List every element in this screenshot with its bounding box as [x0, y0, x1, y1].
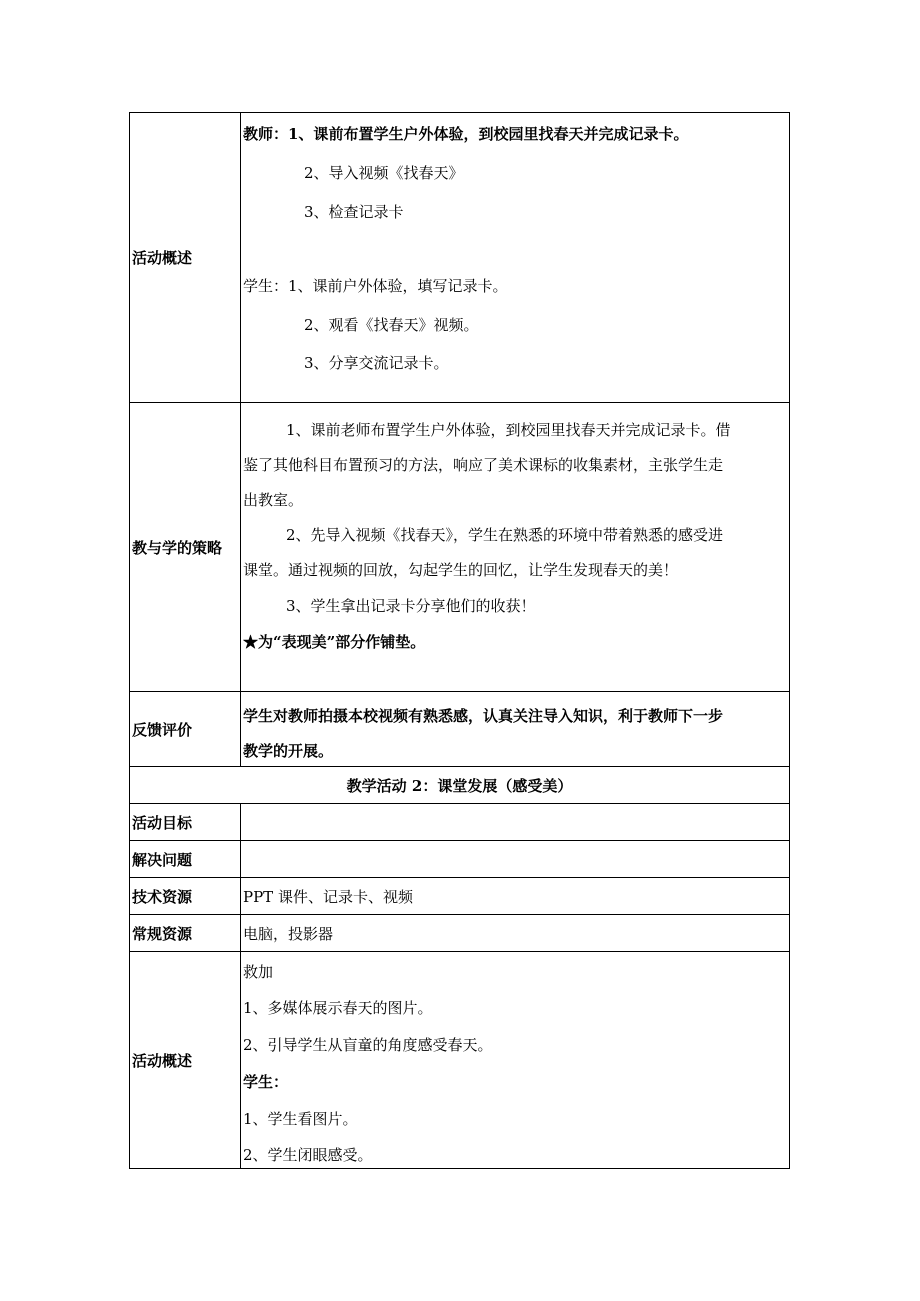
overview2-line-3: 2、引导学生从盲童的角度感受春天。	[243, 1036, 493, 1054]
strategy-line-4: 2、先导入视频《找春天》，学生在熟悉的环境中带着熟悉的感受进	[286, 526, 724, 544]
row-routine	[130, 915, 789, 952]
tech-value: PPT 课件、记录卡、视频	[243, 887, 413, 906]
row-goal	[130, 804, 789, 841]
label-activity-overview-2: 活动概述	[130, 952, 241, 1168]
label-goal: 活动目标	[130, 804, 241, 840]
strategy-line-2: 鉴了其他科目布置预习的方法，响应了美术课标的收集素材，主张学生走	[243, 456, 724, 474]
row-activity-overview-2	[130, 952, 789, 1168]
label-tech: 技术资源	[130, 878, 241, 914]
teacher-line-1: 教师：1、课前布置学生户外体验，到校园里找春天并完成记录卡。	[243, 125, 689, 143]
overview2-line-2: 1、多媒体展示春天的图片。	[243, 999, 433, 1017]
label-strategy: 教与学的策略	[130, 403, 241, 691]
student-line-2: 2、观看《找春天》视频。	[304, 316, 479, 334]
strategy-content	[241, 403, 789, 691]
strategy-line-7: ★为“表现美”部分作铺垫。	[243, 633, 426, 651]
overview2-line-4: 学生：	[243, 1073, 289, 1091]
activity-overview-2-content	[241, 952, 789, 1168]
lesson-plan-table	[129, 112, 790, 1169]
label-feedback: 反馈评价	[130, 692, 241, 766]
feedback-line-1: 学生对教师拍摄本校视频有熟悉感，认真关注导入知识，利于教师下一步	[243, 707, 724, 725]
routine-content	[241, 915, 789, 951]
activity2-title: 教学活动 2：课堂发展（感受美）	[346, 776, 573, 795]
feedback-content	[241, 692, 789, 766]
student-line-3: 3、分享交流记录卡。	[304, 354, 449, 372]
problem-content	[241, 841, 789, 877]
overview2-line-5: 1、学生看图片。	[243, 1110, 358, 1128]
row-tech	[130, 878, 789, 915]
strategy-line-3: 出教室。	[243, 491, 304, 509]
row-activity-overview-1	[130, 113, 789, 403]
strategy-line-1: 1、课前老师布置学生户外体验，到校园里找春天并完成记录卡。借	[286, 421, 731, 439]
label-problem: 解决问题	[130, 841, 241, 877]
strategy-line-6: 3、学生拿出记录卡分享他们的收获！	[286, 597, 536, 615]
label-activity-overview: 活动概述	[130, 113, 241, 402]
activity-overview-content	[241, 113, 789, 402]
tech-content	[241, 878, 789, 914]
strategy-line-5: 课堂。通过视频的回放，勾起学生的回忆，让学生发现春天的美！	[243, 561, 679, 579]
overview2-line-6: 2、学生闭眼感受。	[243, 1146, 373, 1164]
student-line-1: 学生：1、课前户外体验，填写记录卡。	[243, 277, 508, 295]
overview2-line-1: 救加	[243, 963, 274, 981]
row-activity2-header	[130, 767, 789, 804]
routine-value: 电脑，投影器	[243, 924, 334, 943]
goal-content	[241, 804, 789, 840]
row-strategy	[130, 403, 789, 692]
row-problem	[130, 841, 789, 878]
row-feedback	[130, 692, 789, 767]
teacher-line-3: 3、检查记录卡	[304, 203, 404, 221]
label-routine: 常规资源	[130, 915, 241, 951]
teacher-line-2: 2、导入视频《找春天》	[304, 164, 464, 182]
feedback-line-2: 教学的开展。	[243, 742, 334, 760]
